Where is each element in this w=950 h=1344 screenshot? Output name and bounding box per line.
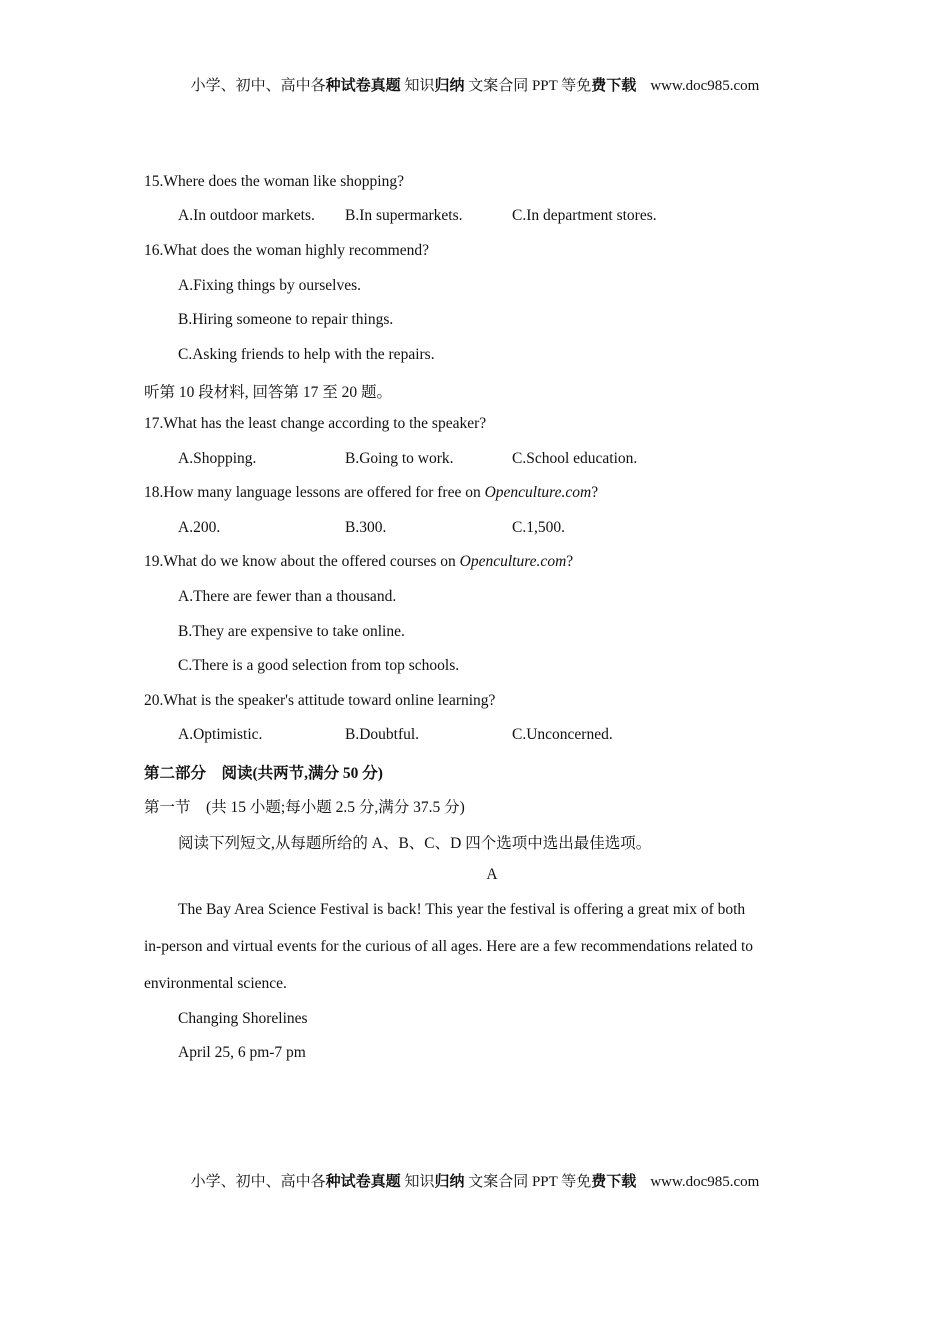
- question-16-option-c: C.Asking friends to help with the repairs.: [178, 346, 435, 363]
- header-url: www.doc985.com: [650, 78, 760, 94]
- question-17-stem: 17.What has the least change according to the speaker?: [144, 415, 487, 432]
- question-20-option-b: B.Doubtful.: [345, 726, 420, 743]
- question-19-stem-text: 19.What do we know about the offered courses on: [144, 553, 460, 570]
- footer-bold-3: 费下载: [591, 1174, 637, 1190]
- passage-line-3: environmental science.: [144, 975, 287, 992]
- question-20-stem: 20.What is the speaker's attitude toward online learning?: [144, 692, 496, 709]
- question-19-stem-end: ?: [566, 553, 574, 570]
- section-10-instruction: 听第 10 段材料, 回答第 17 至 20 题。: [144, 384, 393, 401]
- question-19-option-a: A.There are fewer than a thousand.: [178, 588, 397, 605]
- question-16-stem: 16.What does the woman highly recommend?: [144, 242, 429, 259]
- footer-bold-2: 归纳: [434, 1174, 465, 1190]
- header-bold-2: 归纳: [434, 78, 465, 94]
- question-18-site: Openculture.com: [484, 484, 592, 501]
- question-19-option-c: C.There is a good selection from top schools.: [178, 657, 460, 674]
- part-2-heading: 第二部分 阅读(共两节,满分 50 分): [144, 765, 383, 782]
- question-17-option-a: A.Shopping.: [178, 450, 257, 467]
- question-16-option-b: B.Hiring someone to repair things.: [178, 311, 394, 328]
- question-15-stem: 15.Where does the woman like shopping?: [144, 173, 404, 190]
- question-19-option-b: B.They are expensive to take online.: [178, 623, 405, 640]
- page-footer: [0, 1170, 950, 1191]
- header-prefix: 小学、初中、高中各: [190, 78, 326, 94]
- footer-prefix: 小学、初中、高中各: [190, 1174, 326, 1190]
- question-20-option-c: C.Unconcerned.: [512, 726, 613, 743]
- section-1-heading: 第一节 (共 15 小题;每小题 2.5 分,满分 37.5 分): [144, 799, 465, 816]
- question-17-option-b: B.Going to work.: [345, 450, 454, 467]
- question-18-stem-end: ?: [591, 484, 599, 501]
- passage-line-2: in-person and virtual events for the curious of all ages. Here are a few recommendations related to: [144, 938, 753, 955]
- question-16-option-a: A.Fixing things by ourselves.: [178, 277, 361, 294]
- question-19-stem: [144, 553, 573, 571]
- footer-mid-2: 文案合同 PPT 等免: [464, 1174, 592, 1190]
- passage-line-1: The Bay Area Science Festival is back! This year the festival is offering a great mix of both: [178, 901, 746, 918]
- event-time: April 25, 6 pm-7 pm: [178, 1044, 306, 1061]
- reading-instruction: 阅读下列短文,从每题所给的 A、B、C、D 四个选项中选出最佳选项。: [178, 835, 652, 852]
- question-18-stem-text: 18.How many language lessons are offered for free on: [144, 484, 485, 501]
- header-mid-2: 文案合同 PPT 等免: [464, 78, 592, 94]
- question-15-option-c: C.In department stores.: [512, 207, 657, 224]
- question-18-stem: [144, 484, 598, 502]
- header-bold-3: 费下载: [591, 78, 637, 94]
- header-bold-1: 种试卷真题: [325, 78, 401, 94]
- event-title: Changing Shorelines: [178, 1010, 308, 1027]
- passage-label: A: [486, 866, 498, 883]
- question-15-option-a: A.In outdoor markets.: [178, 207, 315, 224]
- question-18-option-c: C.1,500.: [512, 519, 565, 536]
- question-19-site: Openculture.com: [459, 553, 567, 570]
- question-15-option-b: B.In supermarkets.: [345, 207, 463, 224]
- page-header: [0, 74, 950, 95]
- footer-url: www.doc985.com: [650, 1174, 760, 1190]
- footer-bold-1: 种试卷真题: [325, 1174, 401, 1190]
- header-mid-1: 知识: [400, 78, 435, 94]
- question-18-option-a: A.200.: [178, 519, 221, 536]
- question-20-option-a: A.Optimistic.: [178, 726, 263, 743]
- question-18-option-b: B.300.: [345, 519, 387, 536]
- question-17-option-c: C.School education.: [512, 450, 638, 467]
- footer-mid-1: 知识: [400, 1174, 435, 1190]
